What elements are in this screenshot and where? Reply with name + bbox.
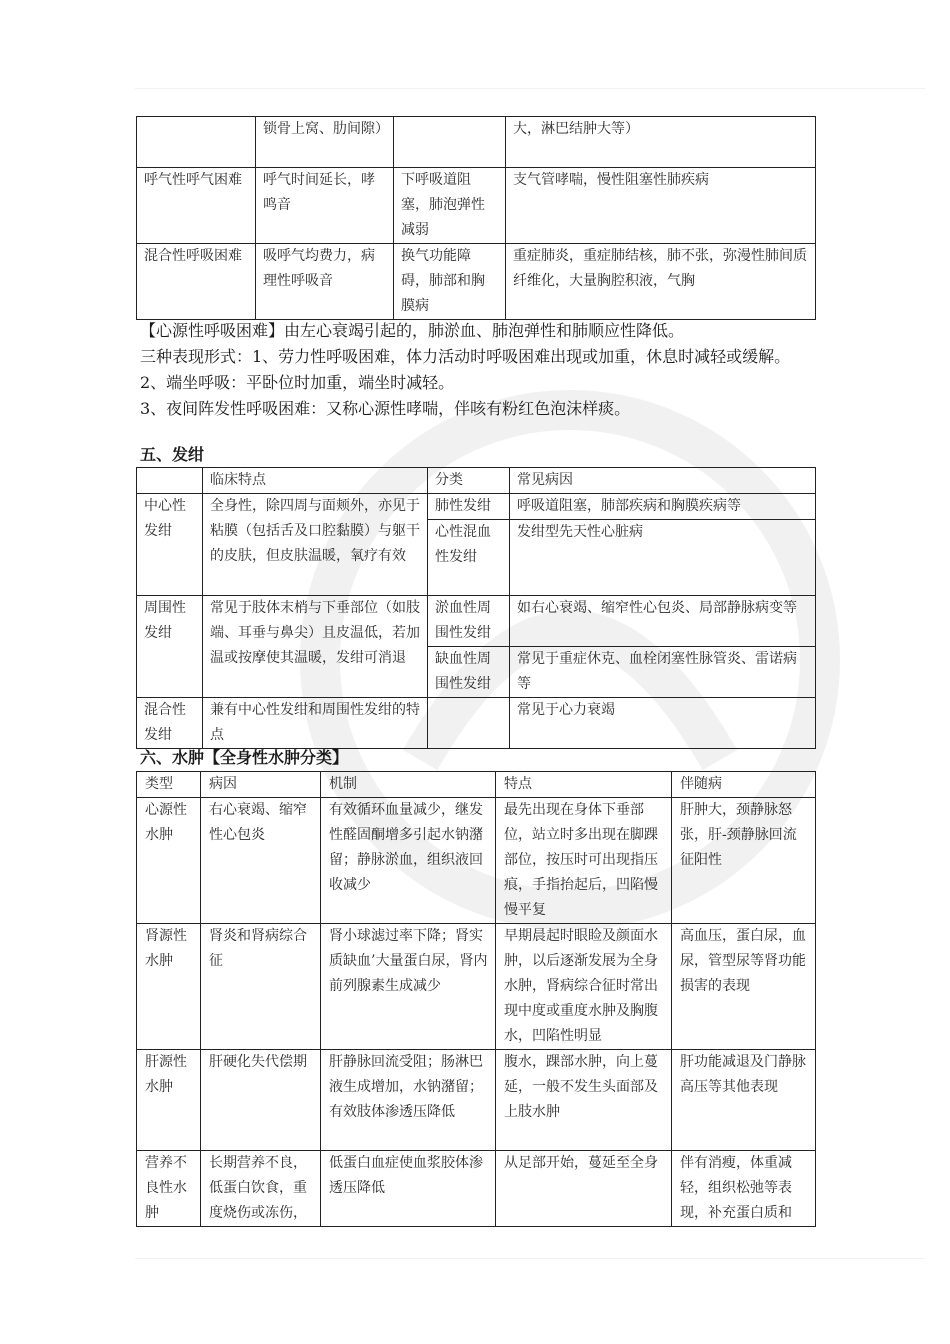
table-cell: 换气功能障碍，肺部和胸膜病	[394, 244, 506, 320]
table-cell: 长期营养不良，低蛋白饮食，重度烧伤或冻伤，	[201, 1151, 321, 1227]
dyspnea-table	[136, 116, 816, 320]
section-heading-cyanosis: 五、发绀	[140, 445, 205, 464]
table-cell: 低蛋白血症使血浆胶体渗透压降低	[321, 1151, 496, 1227]
table-cell: 下呼吸道阻塞，肺泡弹性减弱	[394, 168, 506, 244]
table-row	[137, 596, 816, 647]
table-cell: 从足部开始，蔓延至全身	[496, 1151, 672, 1227]
table-cell: 最先出现在身体下垂部位，站立时多出现在脚踝部位，按压时可出现指压痕，手指抬起后，凹陷慢慢平复	[496, 798, 672, 924]
table-cell: 肾炎和肾病综合征	[201, 924, 321, 1050]
column-header: 类型	[137, 772, 201, 798]
table-cell: 肝肿大，颈静脉怒张，肝-颈静脉回流征阳性	[672, 798, 816, 924]
table-row	[137, 698, 816, 749]
table-cell: 心源性水肿	[137, 798, 201, 924]
table-cell: 腹水，踝部水肿，向上蔓延，一般不发生头面部及上肢水肿	[496, 1050, 672, 1151]
table-cell: 支气管哮喘，慢性阻塞性肺疾病	[506, 168, 816, 244]
row-feature: 兼有中心性发绀和周围性发绀的特点	[203, 698, 428, 749]
table-cell: 肾小球滤过率下降；肾实质缺血’大量蛋白尿，肾内前列腺素生成减少	[321, 924, 496, 1050]
table-cell: 肝功能减退及门静脉高压等其他表现	[672, 1050, 816, 1151]
column-header: 临床特点	[203, 468, 428, 494]
table-cell: 肾源性水肿	[137, 924, 201, 1050]
table-cell: 呼气时间延长，哮鸣音	[256, 168, 394, 244]
table-cell	[137, 117, 256, 168]
column-header: 分类	[428, 468, 510, 494]
section-heading-edema: 六、水肿【全身性水肿分类】	[140, 748, 349, 767]
row-feature: 全身性，除四周与面颊外，亦见于粘膜（包括舌及口腔黏膜）与躯干的皮肤，但皮肤温暖，氧疗有效	[203, 494, 428, 596]
table-row	[137, 168, 816, 244]
table-header-row	[137, 772, 816, 798]
row-cause: 发绀型先天性心脏病	[510, 520, 816, 596]
column-header: 病因	[201, 772, 321, 798]
row-class: 肺性发绀	[428, 494, 510, 520]
column-header: 常见病因	[510, 468, 816, 494]
header-rule	[135, 88, 925, 89]
column-header: 伴随病	[672, 772, 816, 798]
row-cause: 常见于心力衰竭	[510, 698, 816, 749]
table-row	[137, 1151, 816, 1227]
table-cell: 吸呼气均费力，病理性呼吸音	[256, 244, 394, 320]
table-cell: 混合性呼吸困难	[137, 244, 256, 320]
paragraph-line: 【心源性呼吸困难】由左心衰竭引起的，肺淤血、肺泡弹性和肺顺应性降低。	[140, 321, 685, 340]
table-cell: 伴有消瘦，体重减轻，组织松弛等表现，补充蛋白质和	[672, 1151, 816, 1227]
row-class	[428, 698, 510, 749]
paragraph-line: 3、夜间阵发性呼吸困难：又称心源性哮喘，伴咳有粉红色泡沫样痰。	[140, 399, 631, 418]
table-row	[137, 924, 816, 1050]
row-class: 淤血性周围性发绀	[428, 596, 510, 647]
table-cell: 肝硬化失代偿期	[201, 1050, 321, 1151]
table-cell: 呼气性呼气困难	[137, 168, 256, 244]
table-cell	[394, 117, 506, 168]
column-header	[137, 468, 203, 494]
row-type: 周围性发绀	[137, 596, 203, 698]
row-feature: 常见于肢体末梢与下垂部位（如肢端、耳垂与鼻尖）且皮温低，若加温或按摩使其温暖，发绀可消退	[203, 596, 428, 698]
table-header-row	[137, 468, 816, 494]
paragraph-line: 三种表现形式：1、劳力性呼吸困难，体力活动时呼吸困难出现或加重，休息时减轻或缓解。	[140, 347, 791, 366]
row-type: 中心性发绀	[137, 494, 203, 596]
table-cell: 重症肺炎，重症肺结核，肺不张，弥漫性肺间质纤维化，大量胸腔积液，气胸	[506, 244, 816, 320]
table-cell: 右心衰竭、缩窄性心包炎	[201, 798, 321, 924]
cyanosis-table	[136, 467, 816, 749]
table-row	[137, 244, 816, 320]
table-cell: 肝静脉回流受阻；肠淋巴液生成增加，水钠潴留；有效肢体渗透压降低	[321, 1050, 496, 1151]
cardiac-dyspnea-text	[140, 318, 820, 422]
column-header: 特点	[496, 772, 672, 798]
row-cause: 呼吸道阻塞，肺部疾病和胸膜疾病等	[510, 494, 816, 520]
table-cell: 大，淋巴结肿大等）	[506, 117, 816, 168]
table-cell: 高血压，蛋白尿，血尿，管型尿等肾功能损害的表现	[672, 924, 816, 1050]
table-cell: 肝源性水肿	[137, 1050, 201, 1151]
row-cause: 常见于重症休克、血栓闭塞性脉管炎、雷诺病等	[510, 647, 816, 698]
table-cell: 营养不良性水肿	[137, 1151, 201, 1227]
paragraph-line: 2、端坐呼吸：平卧位时加重，端坐时减轻。	[140, 373, 455, 392]
row-type: 混合性发绀	[137, 698, 203, 749]
table-row	[137, 798, 816, 924]
row-class: 心性混血性发绀	[428, 520, 510, 596]
table-row	[137, 1050, 816, 1151]
table-cell: 有效循环血量减少，继发性醛固酮增多引起水钠潴留；静脉淤血，组织液回收减少	[321, 798, 496, 924]
row-cause: 如右心衰竭、缩窄性心包炎、局部静脉病变等	[510, 596, 816, 647]
footer-rule	[135, 1258, 925, 1259]
table-row	[137, 117, 816, 168]
row-class: 缺血性周围性发绀	[428, 647, 510, 698]
edema-table	[136, 771, 816, 1227]
table-cell: 早期晨起时眼睑及颜面水肿，以后逐渐发展为全身水肿，肾病综合征时常出现中度或重度水肿及胸腹水，凹陷性明显	[496, 924, 672, 1050]
column-header: 机制	[321, 772, 496, 798]
table-row	[137, 494, 816, 520]
table-cell: 锁骨上窝、肋间隙）	[256, 117, 394, 168]
